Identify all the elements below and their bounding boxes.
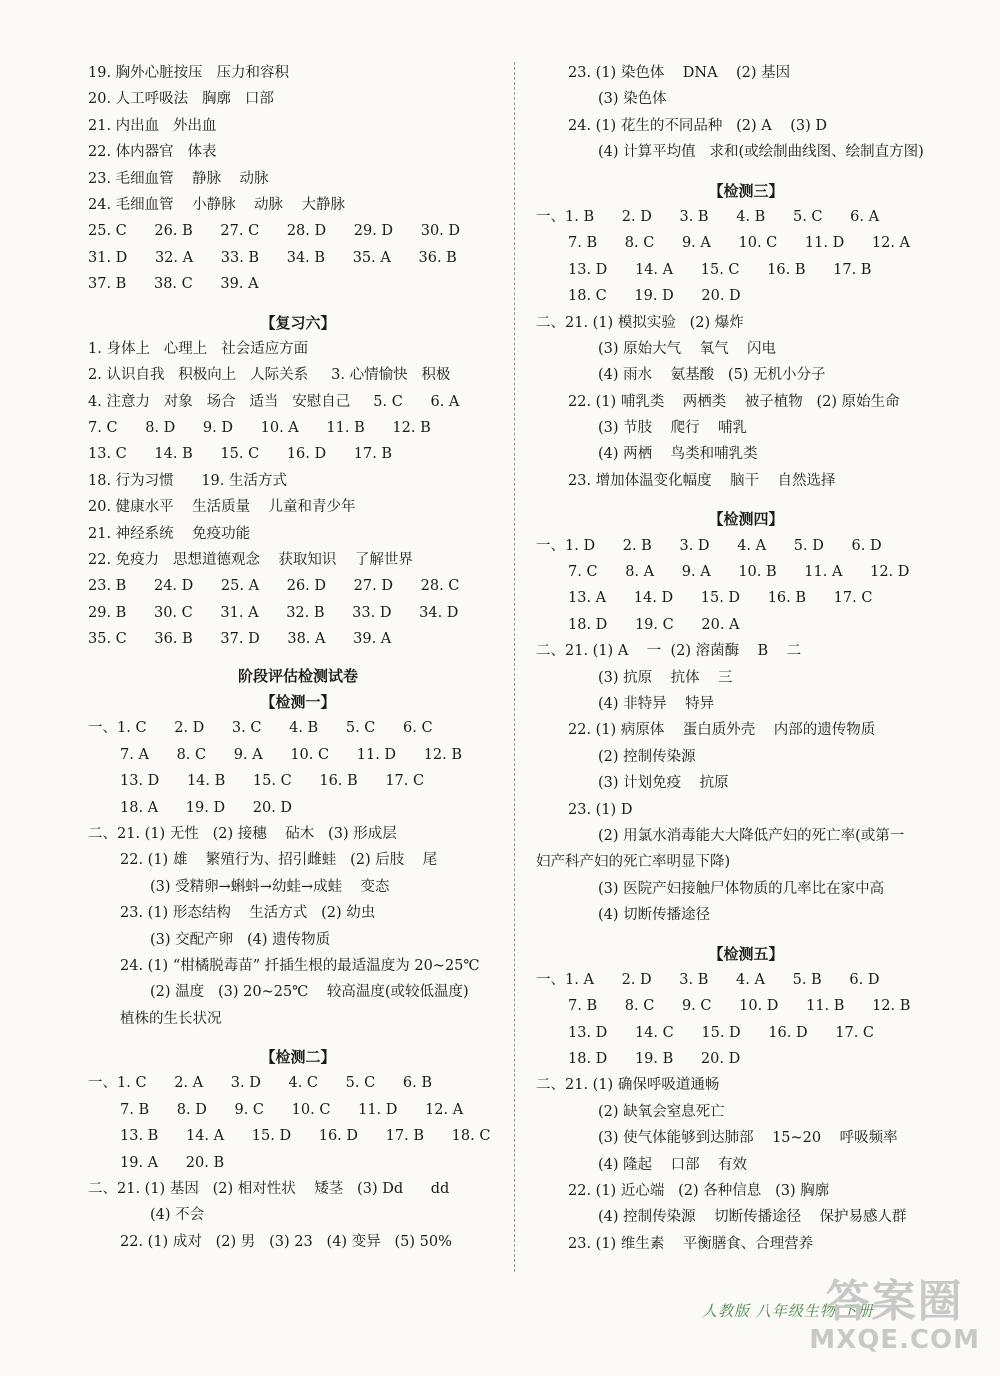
answer-line: (3) 原始大气 氧气 闪电 [598,340,777,357]
answer-line: (3) 使气体能够到达肺部 15~20 呼吸频率 [598,1130,898,1147]
answer-line: 23. B 24. D 25. A 26. D 27. D 28. C [88,578,460,595]
answer-line: 25. C 26. B 27. C 28. D 29. D 30. D [88,223,461,240]
answer-line: 1. 身体上 心理上 社会适应方面 [88,340,309,357]
right-column [536,60,956,1257]
answer-line: 一、1. B 2. D 3. B 4. B 5. C 6. A [536,208,880,225]
answer-line: (4) 雨水 氨基酸 (5) 无机小分子 [598,367,826,384]
answer-line: 18. D 19. C 20. A [568,616,740,633]
answer-line: (3) 医院产妇接触尸体物质的几率比在家中高 [598,880,885,897]
answer-line: 7. A 8. C 9. A 10. C 11. D 12. B [120,746,463,763]
answer-line: 29. B 30. C 31. A 32. B 33. D 34. D [88,604,459,621]
answer-line: (4) 非特异 特异 [598,695,715,712]
answer-line: 19. A 20. B [120,1154,225,1171]
section-heading: 【检测四】 [708,510,784,529]
answer-line: 19. 胸外心脏按压 压力和容积 [88,65,289,81]
answer-line: 23. (1) 形态结构 生活方式 (2) 幼虫 [120,905,376,922]
answer-line: 13. D 14. C 15. D 16. D 17. C [568,1024,875,1041]
answer-line: (4) 隆起 口部 有效 [598,1156,748,1173]
answer-line: 31. D 32. A 33. B 34. B 35. A 36. B [88,249,457,266]
answer-line: 二、21. (1) 基因 (2) 相对性状 矮茎 (3) Dd dd [88,1181,450,1198]
answer-line: 24. (1) 花生的不同品种 (2) A (3) D [568,117,827,134]
answer-line: 7. B 8. C 9. C 10. D 11. B 12. B [568,998,911,1015]
answer-line: 13. A 14. D 15. D 16. B 17. C [568,590,873,607]
answer-line: 二、21. (1) 无性 (2) 接穗 砧木 (3) 形成层 [88,825,397,842]
answer-line: 18. A 19. D 20. D [120,799,293,816]
answer-line: (2) 温度 (3) 20~25℃ 较高温度(或较低温度) [150,984,469,1001]
section-heading: 【检测一】 [260,692,336,711]
answer-line: 13. D 14. B 15. C 16. B 17. C [120,773,425,790]
answer-line: 7. C 8. D 9. D 10. A 11. B 12. B [88,420,431,437]
answer-line: 18. D 19. B 20. D [568,1051,741,1068]
answer-line: 4. 注意力 对象 场合 适当 安慰自己 5. C 6. A [88,393,460,410]
answer-line: 13. C 14. B 15. C 16. D 17. B [88,446,393,463]
answer-line: (4) 切断传播途径 [598,907,711,924]
answer-line: 二、21. (1) 确保呼吸道通畅 [536,1077,720,1094]
answer-line: 二、21. (1) 模拟实验 (2) 爆炸 [536,314,744,331]
answer-line: (3) 计划免疫 抗原 [598,775,729,792]
section-heading: 【复习六】 [260,313,336,332]
answer-line: (4) 计算平均值 求和(或绘制曲线图、绘制直方图) [598,144,924,161]
answer-line: 7. C 8. A 9. A 10. B 11. A 12. D [568,564,910,581]
answer-line: 一、1. C 2. A 3. D 4. C 5. C 6. B [88,1075,432,1092]
answer-line: 22. (1) 病原体 蛋白质外壳 内部的遗传物质 [568,722,876,739]
answer-line: (2) 缺氧会窒息死亡 [598,1103,725,1120]
answer-line: 13. D 14. A 15. C 16. B 17. B [568,261,872,278]
answer-line: (4) 控制传染源 切断传播途径 保护易感人群 [598,1209,907,1226]
answer-line: 37. B 38. C 39. A [88,276,259,293]
answer-line: 7. B 8. D 9. C 10. C 11. D 12. A [120,1101,464,1118]
section-heading: 【检测二】 [260,1048,336,1067]
answer-line: (2) 用氯水消毒能大大降低产妇的死亡率(或第一 [598,827,905,844]
answer-line: 18. 行为习惯 19. 生活方式 [88,472,287,489]
footer-book-label: 人教版 八年级生物 下册 [702,1302,874,1320]
answer-line: 24. (1) “柑橘脱毒苗” 扦插生根的最适温度为 20~25℃ [120,957,480,974]
answer-line: (2) 控制传染源 [598,748,696,765]
answer-line: 20. 健康水平 生活质量 儿童和青少年 [88,499,356,516]
answer-line: 二、21. (1) A 一 (2) 溶菌酶 B 二 [536,643,802,660]
answer-line: 20. 人工呼吸法 胸廓 口部 [88,91,274,108]
answer-line: 7. B 8. C 9. A 10. C 11. D 12. A [568,235,911,252]
answer-line: 一、1. C 2. D 3. C 4. B 5. C 6. C [88,720,433,737]
watermark-logo [809,1278,980,1354]
section-heading: 阶段评估检测试卷 [237,666,358,685]
answer-line: 18. C 19. D 20. D [568,288,741,305]
answer-line: 22. (1) 雄 繁殖行为、招引雌蛙 (2) 后肢 尾 [120,852,438,869]
answer-line: 23. (1) 维生素 平衡膳食、合理营养 [568,1235,814,1252]
left-column [88,60,508,1255]
answer-line: 22. (1) 近心端 (2) 各种信息 (3) 胸廓 [568,1183,830,1200]
answer-line: (4) 不会 [150,1207,205,1224]
answer-line: 21. 内出血 外出血 [88,117,217,134]
answer-line: (3) 交配产卵 (4) 遗传物质 [150,931,331,948]
answer-line: (4) 两栖 鸟类和哺乳类 [598,446,758,463]
watermark-top: 答案圈 [825,1276,964,1327]
answer-line: 13. B 14. A 15. D 16. D 17. B 18. C [120,1128,491,1145]
answer-line: 23. (1) 染色体 DNA (2) 基因 [568,65,791,81]
answer-line: 22. (1) 哺乳类 两栖类 被子植物 (2) 原始生命 [568,393,900,410]
answer-line: (3) 染色体 [598,91,667,108]
answer-line: (3) 节肢 爬行 哺乳 [598,420,748,437]
answer-line: 24. 毛细血管 小静脉 动脉 大静脉 [88,196,345,213]
answer-line: 23. 毛细血管 静脉 动脉 [88,170,269,187]
answer-line: 21. 神经系统 免疫功能 [88,525,251,542]
answer-line: 植株的生长状况 [120,1010,222,1027]
answer-line: 23. 增加体温变化幅度 脑干 自然选择 [568,472,836,489]
answer-line: 2. 认识自我 积极向上 人际关系 3. 心情愉快 积极 [88,367,451,384]
column-divider [514,62,515,1272]
answer-line: (3) 抗原 抗体 三 [598,669,733,686]
answer-line: 22. 免疫力 思想道德观念 获取知识 了解世界 [88,552,413,569]
answer-line: (3) 受精卵→蝌蚪→幼蛙→成蛙 变态 [150,878,390,895]
section-heading: 【检测三】 [708,181,784,200]
answer-line: 一、1. D 2. B 3. D 4. A 5. D 6. D [536,537,882,554]
answer-line: 23. (1) D [568,801,633,818]
section-heading: 【检测五】 [708,944,784,963]
answer-line: 35. C 36. B 37. D 38. A 39. A [88,631,392,648]
answer-line: 一、1. A 2. D 3. B 4. A 5. B 6. D [536,971,880,988]
answer-line: 妇产科产妇的死亡率明显下降) [536,854,731,871]
answer-line: 22. (1) 成对 (2) 男 (3) 23 (4) 变异 (5) 50% [120,1233,452,1250]
watermark-bottom: MXQE.COM [809,1325,980,1355]
answer-line: 22. 体内器官 体表 [88,144,217,161]
